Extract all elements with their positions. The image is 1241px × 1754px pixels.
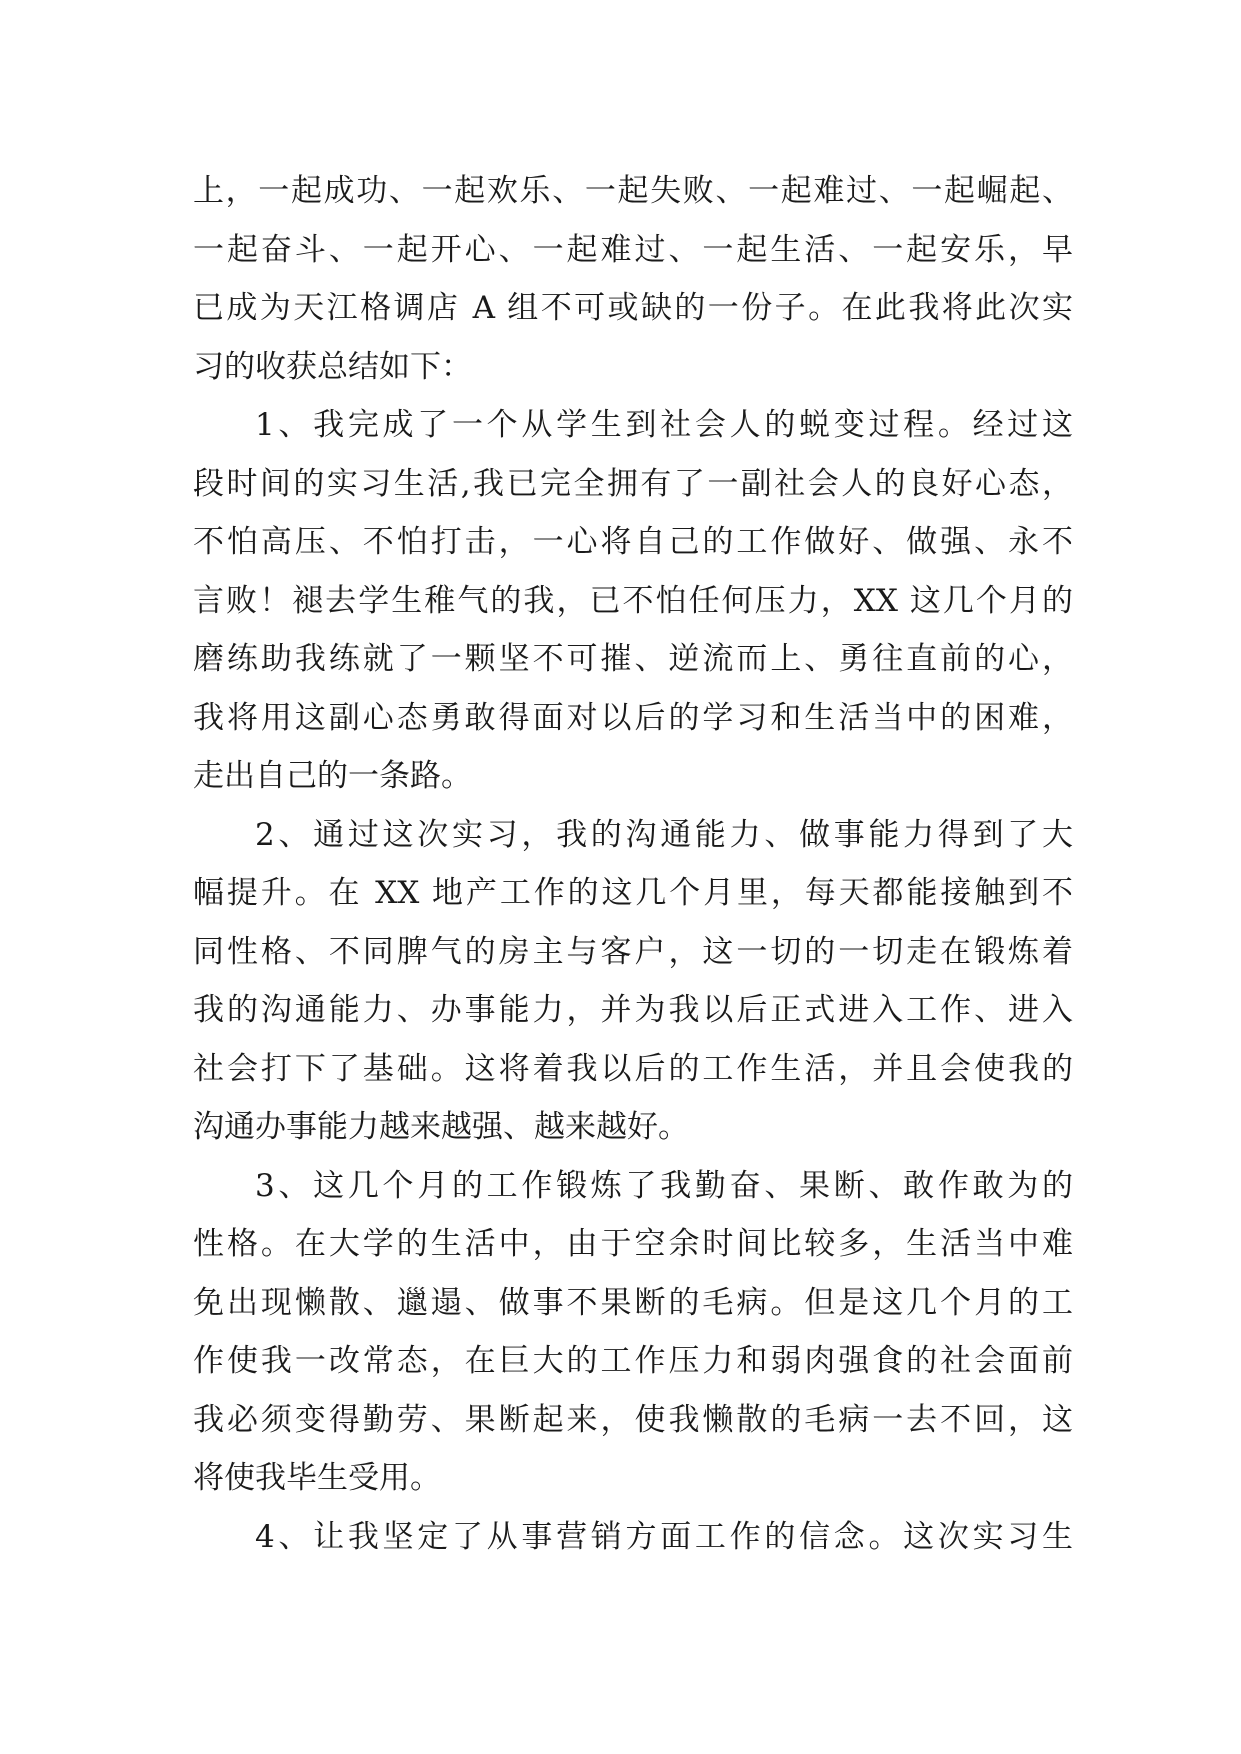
- text-line: 我必须变得勤劳、果断起来，使我懒散的毛病一去不回，这: [193, 1401, 1073, 1438]
- text-line: 已成为天江格调店 A 组不可或缺的一份子。在此我将此次实: [193, 290, 1073, 326]
- text-line: 我将用这副心态勇敢得面对以后的学习和生活当中的困难，: [193, 699, 1073, 736]
- text-line: 不怕高压、不怕打击，一心将自己的工作做好、做强、永不: [193, 524, 1073, 560]
- text-line: 同性格、不同脾气的房主与客户，这一切的一切走在锻炼着: [193, 933, 1073, 970]
- paragraph-first-line: 3、这几个月的工作锻炼了我勤奋、果断、敢作敢为的: [255, 1167, 1073, 1204]
- text-line: 社会打下了基础。这将着我以后的工作生活，并且会使我的: [193, 1050, 1073, 1087]
- text-line: 言败！褪去学生稚气的我，已不怕任何压力，XX 这几个月的: [193, 582, 1073, 619]
- text-line: 上，一起成功、一起欢乐、一起失败、一起难过、一起崛起、: [193, 173, 1073, 209]
- text-line: 段时间的实习生活,我已完全拥有了一副社会人的良好心态，: [193, 465, 1073, 502]
- text-line: 我的沟通能力、办事能力，并为我以后正式进入工作、进入: [193, 992, 1073, 1028]
- text-line: 一起奋斗、一起开心、一起难过、一起生活、一起安乐，早: [193, 231, 1073, 268]
- body-text: [193, 162, 1073, 1566]
- paragraph-first-line: 2、通过这次实习，我的沟通能力、做事能力得到了大: [255, 816, 1073, 853]
- text-line: 性格。在大学的生活中，由于空余时间比较多，生活当中难: [193, 1226, 1073, 1262]
- text-line: 习的收获总结如下：: [193, 348, 472, 385]
- text-line: 走出自己的一条路。: [193, 758, 472, 794]
- text-line: 免出现懒散、邋遢、做事不果断的毛病。但是这几个月的工: [193, 1284, 1073, 1321]
- text-line: 幅提升。在 XX 地产工作的这几个月里，每天都能接触到不: [193, 875, 1073, 911]
- text-line: 将使我毕生受用。: [193, 1460, 441, 1496]
- text-line: 沟通办事能力越来越强、越来越好。: [193, 1109, 689, 1145]
- paragraph-first-line: 1、我完成了一个从学生到社会人的蜕变过程。经过这: [255, 407, 1073, 443]
- paragraph-first-line: 4、让我坚定了从事营销方面工作的信念。这次实习生: [255, 1518, 1073, 1555]
- text-line: 磨练助我练就了一颗坚不可摧、逆流而上、勇往直前的心，: [193, 641, 1073, 677]
- text-line: 作使我一改常态，在巨大的工作压力和弱肉强食的社会面前: [193, 1343, 1073, 1379]
